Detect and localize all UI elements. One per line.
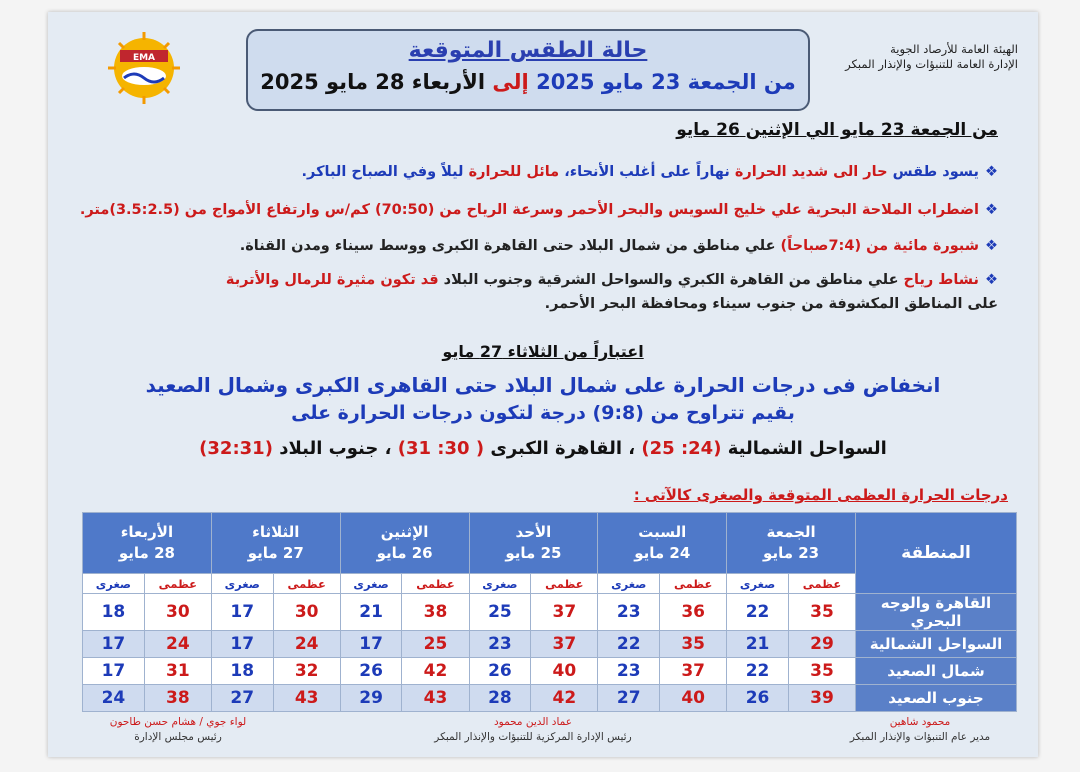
min-label: صغرى: [727, 574, 789, 594]
min-label: صغرى: [340, 574, 402, 594]
max-label: عظمى: [144, 574, 211, 594]
min-temp: 28: [469, 685, 531, 712]
signature-block: محمود شاهين مدير عام التنبؤات والإنذار المبكر: [849, 716, 991, 743]
table-row: [83, 658, 1017, 685]
min-temp: 17: [340, 631, 402, 658]
max-temp: 43: [273, 685, 340, 712]
min-temp: 21: [727, 631, 789, 658]
table-row: [83, 631, 1017, 658]
max-temp: 35: [788, 658, 855, 685]
min-temp: 24: [83, 685, 145, 712]
min-temp: 22: [727, 594, 789, 631]
diamond-bullet-icon: ❖: [985, 272, 998, 288]
temperature-table: [82, 512, 1017, 712]
max-temp: 35: [788, 594, 855, 631]
min-temp: 18: [83, 594, 145, 631]
min-temp: 22: [598, 631, 660, 658]
min-temp: 23: [598, 658, 660, 685]
min-temp: 17: [211, 594, 273, 631]
signature-block: عماد الدين محمود رئيس الإدارة المركزية للتنبؤات والإنذار المبكر: [434, 716, 632, 743]
max-temp: 30: [273, 594, 340, 631]
min-temp: 26: [727, 685, 789, 712]
title-box: [246, 29, 810, 111]
max-label: عظمى: [402, 574, 469, 594]
max-temp: 40: [531, 658, 598, 685]
bullet-hot-weather: ❖يسود طقس حار الى شديد الحرارة نهاراً على أغلب الأنحاء، مائل للحرارة ليلاً وفي الصباح الباكر.: [301, 164, 998, 180]
max-temp: 43: [402, 685, 469, 712]
date-range: من الجمعة 23 مايو 2025 إلى الأربعاء 28 مايو 2025: [260, 70, 796, 94]
page-title: حالة الطقس المتوقعة: [408, 38, 648, 63]
area-header: المنطقة: [856, 513, 1017, 594]
min-label: صغرى: [598, 574, 660, 594]
section-heading: من الجمعة 23 مايو الي الإثنين 26 مايو: [676, 120, 998, 140]
svg-text:EMA: EMA: [132, 53, 156, 63]
table-row: [83, 685, 1017, 712]
expectation-heading: اعتباراً من الثلاثاء 27 مايو: [442, 342, 644, 361]
day-header: السبت 24 مايو: [598, 513, 727, 574]
day-header: الثلاثاء 27 مايو: [211, 513, 340, 574]
max-temp: 36: [660, 594, 727, 631]
diamond-bullet-icon: ❖: [985, 238, 998, 254]
max-temp: 35: [660, 631, 727, 658]
max-temp: 37: [531, 594, 598, 631]
max-label: عظمى: [531, 574, 598, 594]
min-temp: 23: [469, 631, 531, 658]
area-name: شمال الصعيد: [856, 658, 1017, 685]
bulletin-page: [48, 12, 1038, 757]
day-header: الجمعة 23 مايو: [727, 513, 856, 574]
bullet-wind: ❖نشاط رياح علي مناطق من القاهرة الكبري والسواحل الشرقية وجنوب البلاد قد تكون مثيرة للرمال والأتربة على المناطق المكشوفة من جنوب سيناء ومحافظة البحر الأحمر.: [225, 272, 998, 312]
max-temp: 31: [144, 658, 211, 685]
bullet-marine: ❖اضطراب الملاحة البحرية علي خليج السويس والبحر الأحمر وسرعة الرياح من (70:50) كم/س وارتفاع الأمواج من (3.5:2.5)متر.: [79, 202, 998, 218]
bullet-fog: ❖شبورة مائية من (7:4صباحاً) علي مناطق من شمال البلاد حتى القاهرة الكبرى ووسط سيناء ومدن القناة.: [239, 238, 998, 254]
max-label: عظمى: [660, 574, 727, 594]
min-temp: 17: [83, 658, 145, 685]
org-line-2: الإدارة العامة للتنبؤات والإنذار المبكر: [845, 57, 1018, 71]
max-temp: 37: [660, 658, 727, 685]
max-temp: 40: [660, 685, 727, 712]
min-label: صغرى: [83, 574, 145, 594]
min-temp: 23: [598, 594, 660, 631]
expectation-line-2: بقيم تتراوح من (9:8) درجة لتكون درجات الحرارة على: [291, 402, 795, 424]
table-title: درجات الحرارة العظمى المتوقعة والصغرى كالآتى :: [633, 486, 1008, 504]
day-header: الإثنين 26 مايو: [340, 513, 469, 574]
min-temp: 21: [340, 594, 402, 631]
min-temp: 27: [598, 685, 660, 712]
min-temp: 27: [211, 685, 273, 712]
max-temp: 42: [402, 658, 469, 685]
organization-header: [798, 42, 1018, 72]
max-temp: 24: [273, 631, 340, 658]
diamond-bullet-icon: ❖: [985, 202, 998, 218]
min-temp: 18: [211, 658, 273, 685]
max-temp: 29: [788, 631, 855, 658]
min-temp: 17: [211, 631, 273, 658]
min-temp: 29: [340, 685, 402, 712]
min-label: صغرى: [469, 574, 531, 594]
max-label: عظمى: [273, 574, 340, 594]
max-label: عظمى: [788, 574, 855, 594]
ema-logo: [90, 32, 198, 104]
expectation-line-3: السواحل الشمالية (24: 25) ، القاهرة الكبرى ( 30: 31) ، جنوب البلاد (32:31): [199, 438, 887, 459]
min-temp: 26: [469, 658, 531, 685]
expectation-line-1: انخفاض فى درجات الحرارة على شمال البلاد حتى القاهرى الكبرى وشمال الصعيد: [145, 373, 941, 397]
max-temp: 25: [402, 631, 469, 658]
min-temp: 17: [83, 631, 145, 658]
min-temp: 26: [340, 658, 402, 685]
table-row: [83, 594, 1017, 631]
area-name: القاهرة والوجه البحري: [856, 594, 1017, 631]
max-temp: 24: [144, 631, 211, 658]
signature-block: لواء جوي / هشام حسن طاحون رئيس مجلس الإدارة: [109, 716, 247, 743]
max-temp: 38: [144, 685, 211, 712]
max-temp: 39: [788, 685, 855, 712]
max-temp: 32: [273, 658, 340, 685]
max-temp: 42: [531, 685, 598, 712]
day-header: الأحد 25 مايو: [469, 513, 598, 574]
min-temp: 25: [469, 594, 531, 631]
min-temp: 22: [727, 658, 789, 685]
area-name: جنوب الصعيد: [856, 685, 1017, 712]
max-temp: 37: [531, 631, 598, 658]
area-name: السواحل الشمالية: [856, 631, 1017, 658]
org-line-1: الهيئة العامة للأرصاد الجوية: [890, 42, 1018, 56]
min-label: صغرى: [211, 574, 273, 594]
diamond-bullet-icon: ❖: [985, 164, 998, 180]
max-temp: 30: [144, 594, 211, 631]
day-header: الأربعاء 28 مايو: [83, 513, 212, 574]
max-temp: 38: [402, 594, 469, 631]
